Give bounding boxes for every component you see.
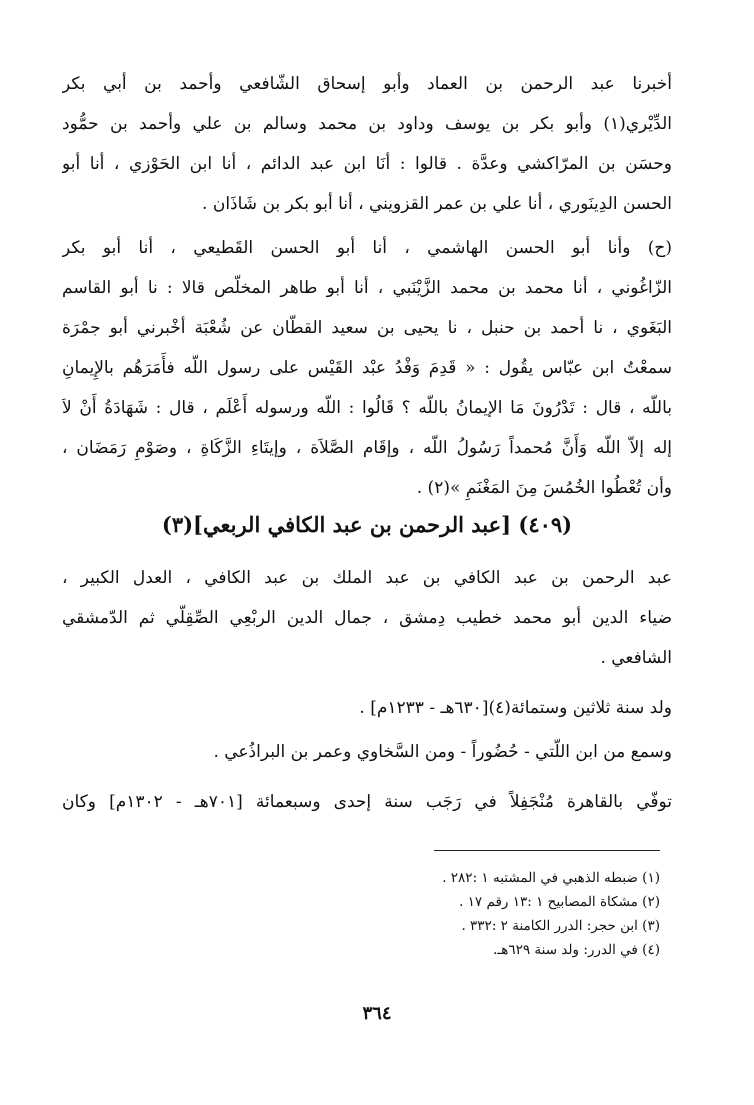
footnote-4: (٤) في الدرر: ولد سنة ٦٢٩هـ.: [493, 942, 660, 958]
text-line: الشافعي .: [600, 648, 672, 668]
footnote-divider: [434, 850, 660, 851]
text-line: سمعْتُ ابن عبّاس يقُول : « قَدِمَ وَفْدُ عبْد القَيْس على رسول اللّه فأَمَرَهُم بالإِيمانِ: [62, 358, 672, 378]
paragraph-hadith: [62, 228, 672, 508]
text-line: وأن تُعْطُوا الخُمُسَ مِنَ المَغْنَمِ »(٢) .: [416, 478, 672, 498]
page-number: ٣٦٤: [362, 1003, 392, 1024]
paragraph-teachers: [62, 732, 672, 772]
text-line: وحسَن بن المرّاكشي وعدَّة . قالوا : أنَا ابن عبد الدائم ، أنا ابن الحَوْزي ، أنا أبو: [62, 154, 672, 174]
text-line: ضياء الدين أبو محمد خطيب دِمشق ، جمال الدين الربْعِي الصِّقِلّي ثم الدّمشقي: [62, 608, 672, 628]
paragraph-biography: [62, 558, 672, 678]
text-line: (ح) وأنا أبو الحسن الهاشمي ، أنا أبو الحسن القَطيعي ، أنا أبو بكر: [62, 238, 672, 258]
footnote-3: (٣) ابن حجر: الدرر الكامنة ٢ :٣٣٢ .: [461, 918, 660, 934]
text-line: الزّاغُوني ، أنا محمد بن محمد الزَّيْنَبي ، أنا أبو طاهر المخلّص قالا : نا أبو القاسم: [62, 278, 672, 298]
text-line: باللّه ، قال : تَدْرُونَ مَا الإيمانُ باللّه ؟ قَالُوا : اللّه ورسوله أَعْلَم ، قال : شَهَادَةُ أَنْ لاَ: [62, 398, 672, 418]
text-line: توفّي بالقاهرة مُنْجَفِلاً في رَجَب سنة إحدى وسبعمائة [٧٠١هـ - ١٣٠٢م] وكان: [62, 792, 672, 812]
paragraph-death: [62, 782, 672, 822]
text-line: وسمع من ابن اللّتي - حُضُوراً - ومن السَّخاوي وعمر بن البراذُعي .: [213, 742, 672, 762]
text-line: الحسن الدِينَوري ، أنا علي بن عمر القزويني ، أنا أبو بكر بن شَاذَان .: [202, 194, 672, 214]
text-line: عبد الرحمن بن عبد الكافي بن عبد الملك بن عبد الكافي ، العدل الكبير ،: [62, 568, 672, 588]
paragraph-birth: [62, 688, 672, 728]
text-line: أخبرنا عبد الرحمن بن العماد وأبو إسحاق الشّافعي وأحمد بن أبي بكر: [62, 74, 672, 94]
footnote-2: (٢) مشكاة المصابيح ١ :١٣ رقم ١٧ .: [459, 894, 660, 910]
entry-heading: (٤٠٩) [عبد الرحمن بن عبد الكافي الربعي](٣): [161, 512, 573, 537]
footnote-1: (١) ضبطه الذهبي في المشتبه ١ :٢٨٢ .: [442, 870, 660, 886]
text-line: البَغَوي ، نا أحمد بن حنبل ، نا يحيى بن سعيد القطّان عن شُعْبَة أخْبرني أبو جمْرَة: [62, 318, 672, 338]
text-line: إله إلاّ اللّه وَأَنَّ مُحمداً رَسُولُ اللّه ، وإقَام الصَّلاَة ، وإيتَاءِ الزَّكَاةِ ، وصَوْمِ رَمَضَان ،: [62, 438, 672, 458]
paragraph-isnad-1: [62, 64, 672, 224]
text-line: ولد سنة ثلاثين وستمائة(٤)[٦٣٠هـ - ١٢٣٣م] .: [359, 698, 672, 718]
text-line: الدِّيْري(١) وأبو بكر بن يوسف وداود بن محمد وسالم بن علي وأحمد بن حمُّود: [62, 114, 672, 134]
